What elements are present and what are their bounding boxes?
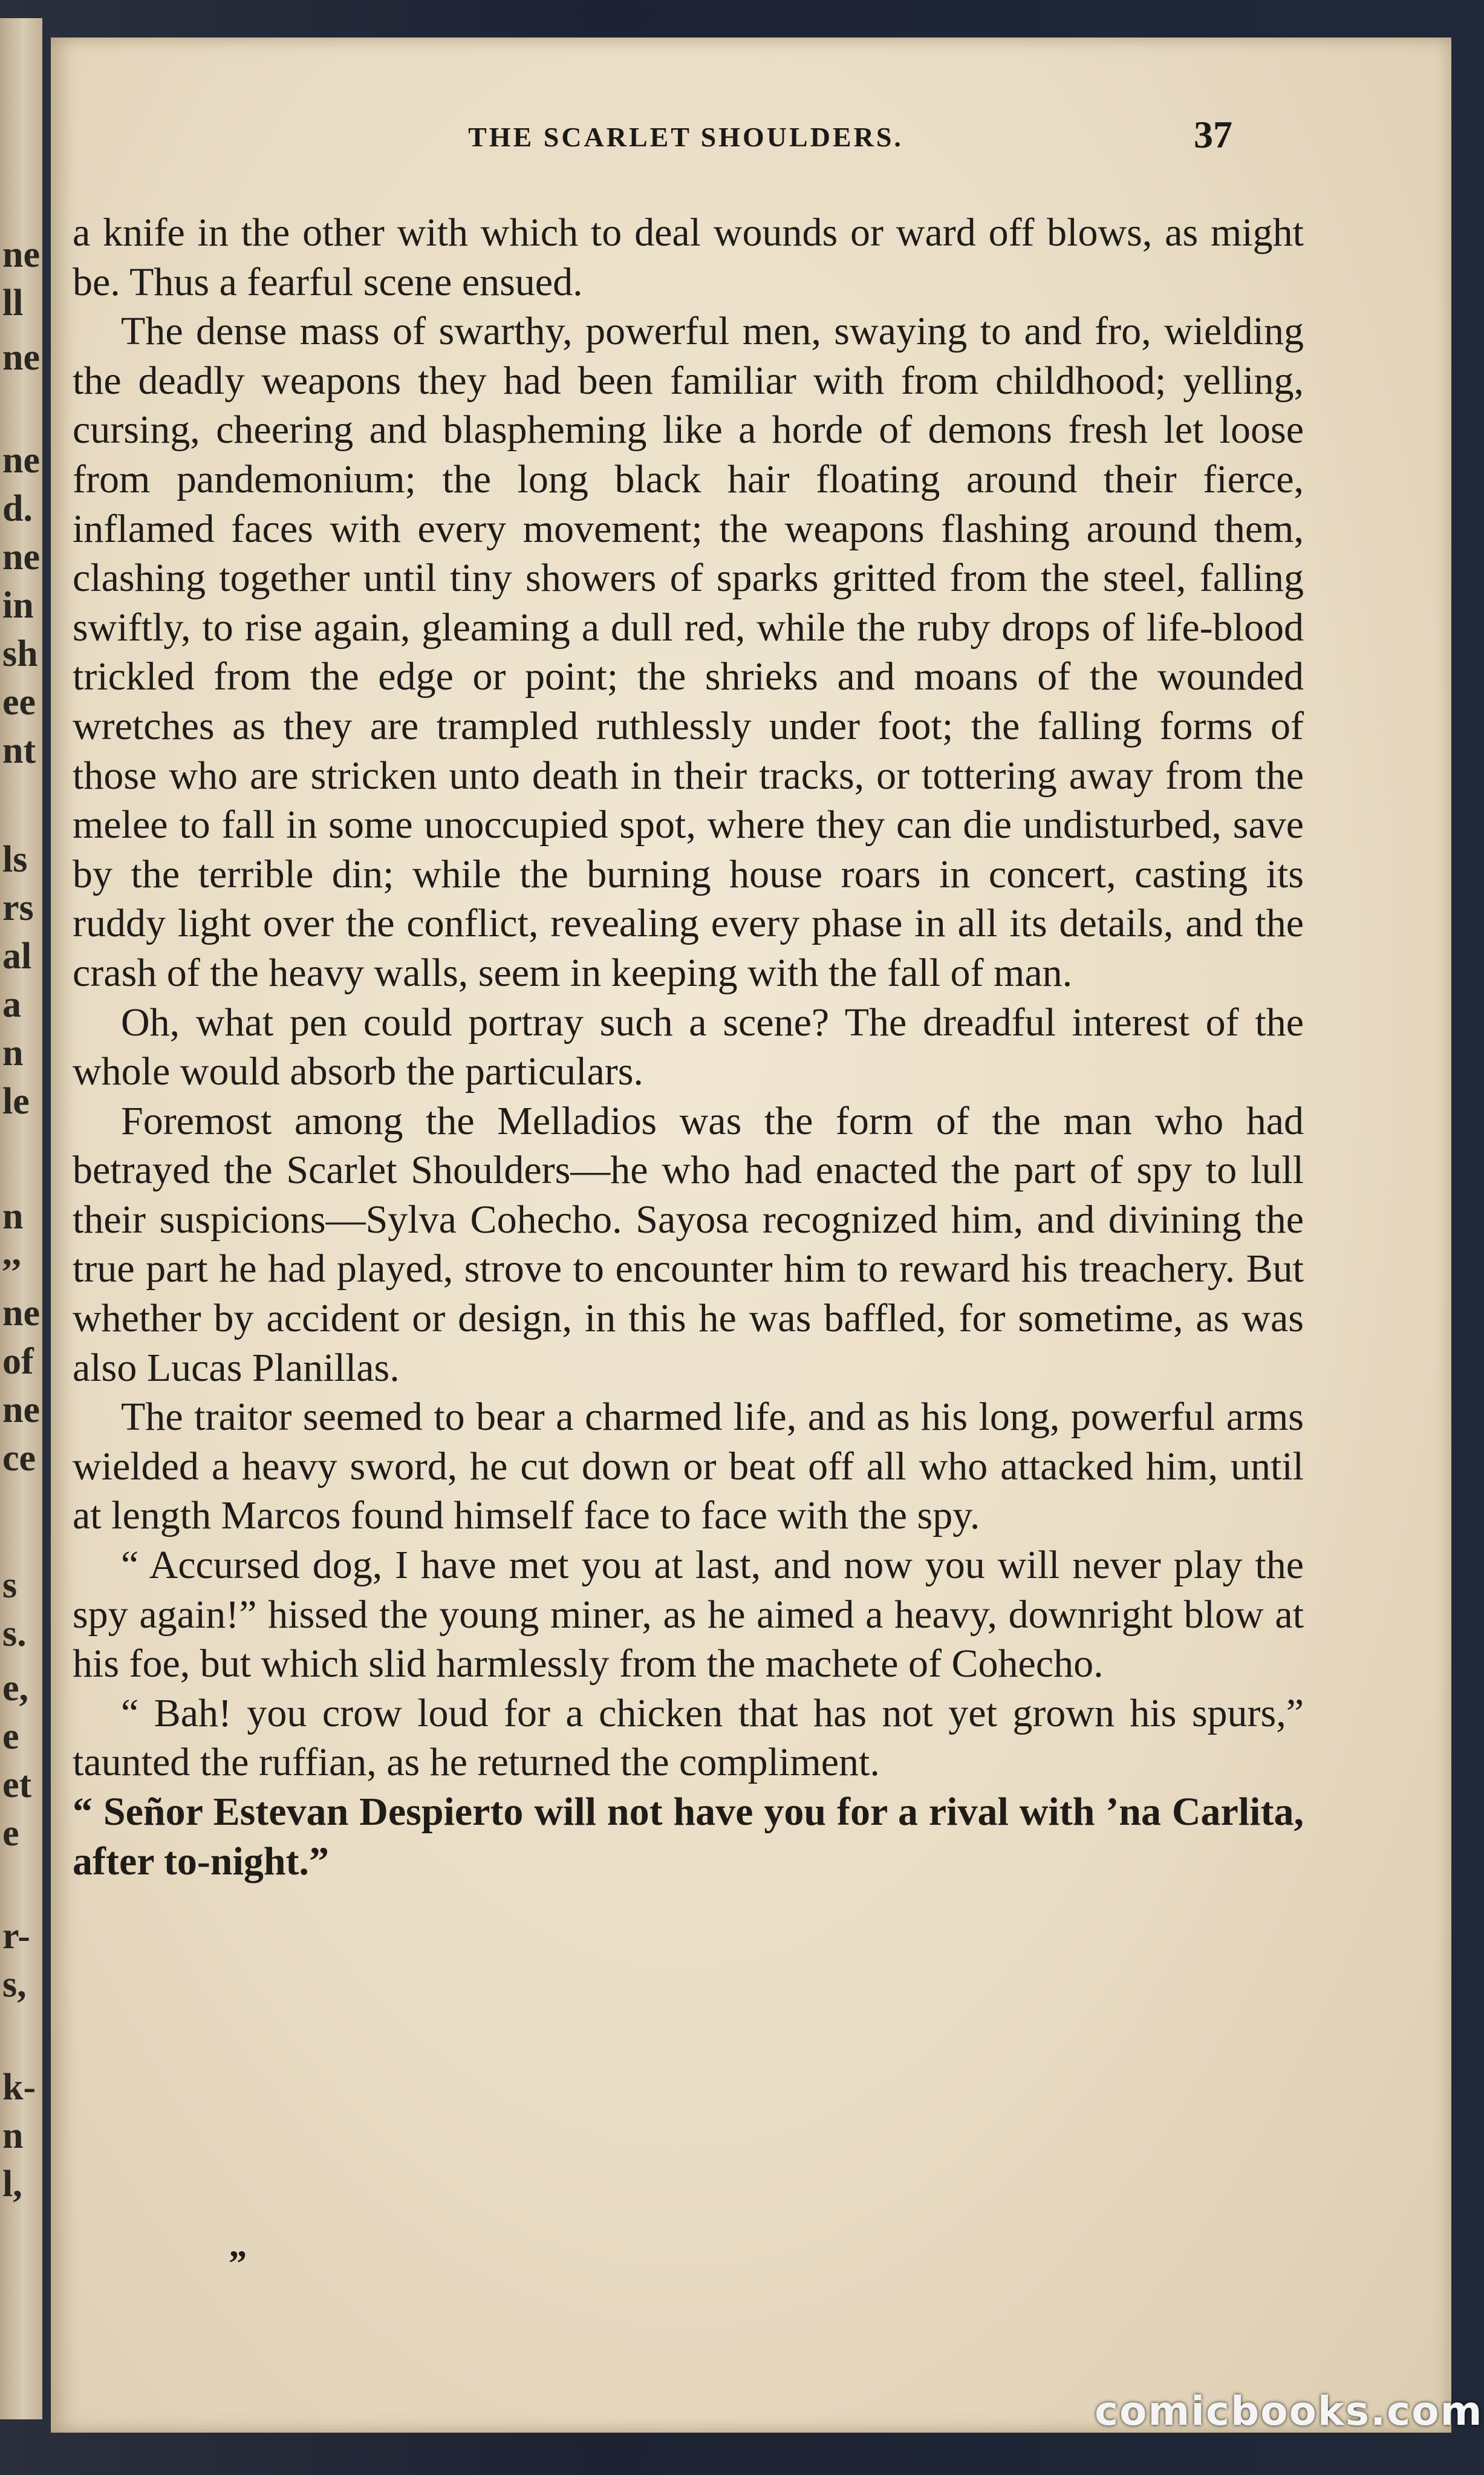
facing-page-fragment: nt [2,730,36,771]
facing-page-fragment: r- [2,1916,30,1957]
facing-page-fragment: sh [2,633,38,674]
facing-page-fragment: of [2,1341,34,1382]
facing-page-fragment: ce [2,1438,36,1479]
facing-page-fragment: k- [2,2067,36,2108]
running-head [51,113,1451,169]
paragraph: a knife in the other with which to deal wounds or ward off blows, as might be. Thus a fearful scene ensued. [73,210,1304,304]
facing-page-fragment: d. [2,488,33,529]
body-text [73,208,1304,1886]
facing-page-fragment: l, [2,2164,22,2205]
facing-page-fragment: s [2,1565,18,1606]
facing-page-fragment: ne [2,1389,40,1430]
facing-page-fragment: ne [2,440,40,481]
facing-page-fragment: ne [2,337,40,378]
facing-page-fragment: ne [2,536,40,578]
paragraph: “ Señor Estevan Despierto will not have you for a rival with ’na Carlita, after to-night.” [73,1790,1304,1883]
facing-page-fragment: ls [2,839,28,880]
facing-page-fragment: ne [2,1293,40,1334]
running-title: THE SCARLET SHOULDERS. [468,122,903,152]
facing-page-fragment: e [2,1813,19,1854]
stray-ink-mark: ” [229,2243,247,2283]
facing-page-fragment: et [2,1764,32,1805]
paragraph: “ Accursed dog, I have met you at last, and now you will never play the spy again!” hissed the young miner, as he aimed a heavy, downright blow at his foe, but which slid harmlessly from the machete of Cohecho. [73,1543,1304,1686]
facing-page-fragment: s, [2,1964,27,2005]
facing-page-fragment: le [2,1081,30,1122]
watermark-logo: comicbooks.com [1095,2388,1483,2434]
facing-page-fragment: n [2,2115,24,2156]
facing-page-fragment: ne [2,234,40,275]
facing-page-fragment: rs [2,887,34,928]
facing-page-fragment: in [2,585,34,626]
paragraph: Oh, what pen could portray such a scene? The dreadful interest of the whole would absorb the particulars. [73,1000,1304,1094]
facing-page-fragment: al [2,936,32,977]
paragraph: Foremost among the Melladios was the form of the man who had betrayed the Scarlet Shoulders—he who had enacted the part of spy to lull their suspicions—Sylva Cohecho. Sayosa recognized him, and divining the true part he had played, strove to encounter him to reward his treachery. But whether by accident or design, in this he was baffled, for sometime, as was also Lucas Planillas. [73,1098,1304,1390]
facing-page-fragment: e [2,1716,19,1757]
book-page [51,38,1451,2433]
paragraph: “ Bah! you crow loud for a chicken that has not yet grown his spurs,” taunted the ruffian, as he returned the compliment. [73,1691,1304,1785]
facing-page-edge [0,18,42,2419]
facing-page-fragment: n [2,1196,24,1237]
facing-page-fragment: ee [2,682,36,723]
facing-page-fragment: a [2,984,21,1025]
facing-page-fragment: ,, [2,1232,21,1273]
page-number: 37 [1194,113,1232,156]
facing-page-fragment: n [2,1032,24,1074]
facing-page-fragment: ll [2,282,24,324]
facing-page-fragment: e, [2,1668,29,1709]
paragraph: The traitor seemed to bear a charmed life, and as his long, powerful arms wielded a heavy sword, he cut down or beat off all who attacked him, until at length Marcos found himself face to face with the spy. [73,1395,1304,1538]
paragraph: The dense mass of swarthy, powerful men, swaying to and fro, wielding the deadly weapons they had been familiar with from childhood; yelling, cursing, cheering and blaspheming like a horde of demons fresh let loose from pandemonium; the long black hair floating around their fierce, inflamed faces with every movement; the weapons flashing around them, clashing together until tiny showers of sparks gritted from the steel, falling swiftly, to rise again, gleaming a dull red, while the ruby drops of life-blood trickled from the edge or point; the shrieks and moans of the wounded wretches as they are trampled ruthlessly under foot; the falling forms of those who are stricken unto death in their tracks, or tottering away from the melee to fall in some unoccupied spot, where they can die undisturbed, save by the terrible din; while the burning house roars in concert, casting its ruddy light over the conflict, revealing every phase in all its details, and the crash of the heavy walls, seem in keeping with the fall of man. [73,309,1304,995]
facing-page-fragment: s. [2,1613,27,1654]
